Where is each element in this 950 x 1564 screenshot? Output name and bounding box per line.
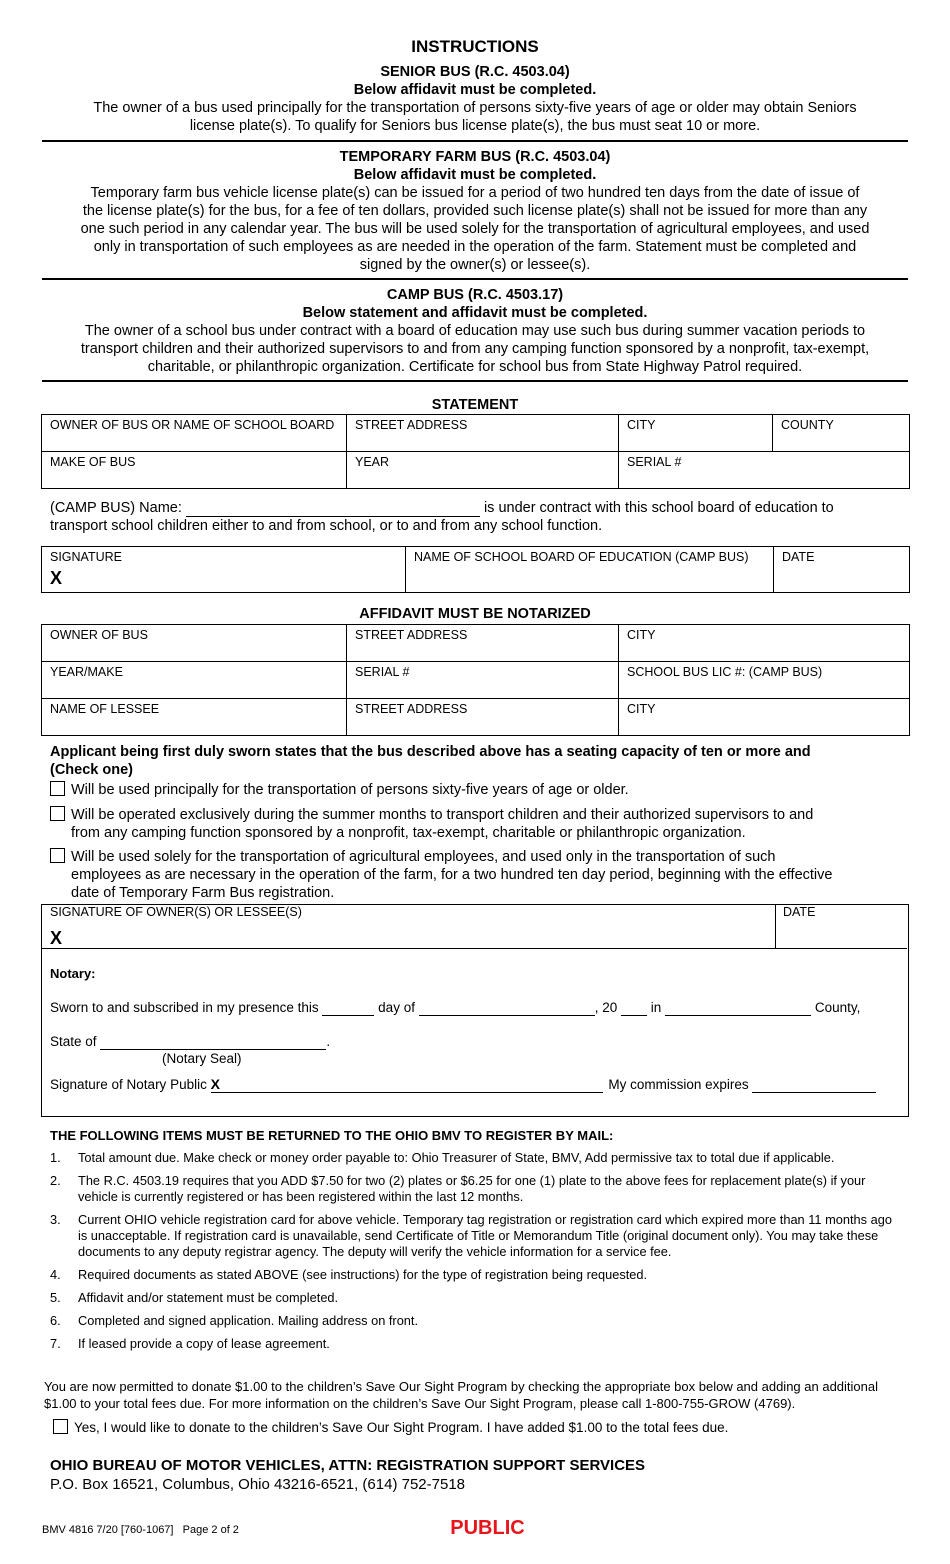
date-label: DATE xyxy=(782,550,815,564)
county-input[interactable] xyxy=(665,1002,811,1016)
option-farm-text: Will be used solely for the transportation of agricultural employees, and used only in the transportation of such xyxy=(71,849,776,865)
camp-subheading: Below statement and affidavit must be completed. xyxy=(302,305,648,321)
public-stamp: PUBLIC xyxy=(450,1517,525,1539)
in-text: in xyxy=(650,1000,662,1015)
item-number: 3. xyxy=(50,1212,61,1227)
page-title: INSTRUCTIONS xyxy=(411,37,539,56)
year-label: YEAR xyxy=(355,455,390,469)
donate-text: You are now permitted to donate $1.00 to the children’s Save Our Sight Program by checking the appropriate box below and adding an additional $1.00 to your total fees due. For more information on the children’s Save Our Sight Program, please call 1-800-755-GROW (4769). xyxy=(44,1379,878,1411)
item-text: Required documents as stated ABOVE (see instructions) for the type of registration being requested. xyxy=(78,1267,648,1282)
affidavit-serial-label: SERIAL # xyxy=(355,665,410,679)
option-camp xyxy=(50,806,910,842)
lessee-street-label: STREET ADDRESS xyxy=(355,702,468,716)
notary-sworn-row xyxy=(50,1000,860,1016)
senior-heading: SENIOR BUS (R.C. 4503.04) xyxy=(380,64,570,80)
list-item xyxy=(42,1313,900,1329)
school-bus-lic-label: SCHOOL BUS LIC #: (CAMP BUS) xyxy=(627,665,823,679)
lessee-label: NAME OF LESSEE xyxy=(50,702,160,716)
make-field[interactable] xyxy=(42,452,347,489)
yearmake-field[interactable] xyxy=(42,662,347,699)
city-label: CITY xyxy=(627,418,656,432)
item-text: If leased provide a copy of lease agreement. xyxy=(78,1336,330,1351)
item-number: 7. xyxy=(50,1336,61,1351)
county-text: County, xyxy=(814,1000,861,1015)
option-camp-text: Will be operated exclusively during the summer months to transport children and their authorized supervisors to and xyxy=(71,807,814,823)
school-bus-lic-field[interactable] xyxy=(619,662,910,699)
bmv-address-org: OHIO BUREAU OF MOTOR VEHICLES, ATTN: REGISTRATION SUPPORT SERVICES xyxy=(50,1457,646,1474)
list-item xyxy=(42,1173,900,1205)
farm-subheading: Below affidavit must be completed. xyxy=(353,167,597,183)
affidavit-street-field[interactable] xyxy=(347,625,619,662)
sworn-statement xyxy=(50,743,910,779)
list-item xyxy=(42,1290,900,1306)
camp-text: transport children and their authorized supervisors to and from any camping function sponsored by a nonprofit, tax-exempt, xyxy=(80,341,870,357)
farm-checkbox[interactable] xyxy=(50,848,65,863)
county-label: COUNTY xyxy=(781,418,834,432)
item-number: 2. xyxy=(50,1173,61,1188)
notary-seal-label: (Notary Seal) xyxy=(162,1051,242,1066)
affidavit-street-label: STREET ADDRESS xyxy=(355,628,468,642)
list-item xyxy=(42,1212,900,1260)
camp-name-label: (CAMP BUS) Name: xyxy=(50,500,182,516)
sworn-prefix: Sworn to and subscribed in my presence this xyxy=(50,1000,319,1015)
farm-text: signed by the owner(s) or lessee(s). xyxy=(359,257,591,273)
owner-label: OWNER OF BUS OR NAME OF SCHOOL BOARD xyxy=(50,418,335,432)
commission-input[interactable] xyxy=(752,1079,876,1093)
affidavit-city-label: CITY xyxy=(627,628,656,642)
camp-section xyxy=(0,286,950,376)
divider xyxy=(775,904,776,948)
owner-signature-label: SIGNATURE OF OWNER(S) OR LESSEE(S) xyxy=(50,905,302,919)
school-board-label: NAME OF SCHOOL BOARD OF EDUCATION (CAMP BUS) xyxy=(414,550,749,564)
street-label: STREET ADDRESS xyxy=(355,418,468,432)
notary-state-row xyxy=(50,1034,330,1050)
owner-date-input[interactable] xyxy=(783,920,898,946)
affidavit-heading: AFFIDAVIT MUST BE NOTARIZED xyxy=(359,606,591,622)
month-input[interactable] xyxy=(419,1002,595,1016)
statement-table xyxy=(41,414,910,489)
donate-option xyxy=(53,1419,728,1436)
mail-items-list xyxy=(42,1150,900,1359)
option-senior-text: Will be used principally for the transportation of persons sixty-five years of age or older. xyxy=(71,782,629,798)
lessee-city-label: CITY xyxy=(627,702,656,716)
bmv-address-line: P.O. Box 16521, Columbus, Ohio 43216-6521, (614) 752-7518 xyxy=(50,1476,466,1493)
county-field[interactable] xyxy=(773,415,910,452)
affidavit-serial-field[interactable] xyxy=(347,662,619,699)
street-field[interactable] xyxy=(347,415,619,452)
notary-signature-input[interactable] xyxy=(211,1076,603,1093)
item-number: 1. xyxy=(50,1150,61,1165)
list-item xyxy=(42,1267,900,1283)
option-farm-text: date of Temporary Farm Bus registration. xyxy=(71,885,335,901)
serial-label: SERIAL # xyxy=(627,455,682,469)
option-senior xyxy=(50,781,910,799)
divider xyxy=(42,278,908,280)
camp-checkbox[interactable] xyxy=(50,806,65,821)
year-field[interactable] xyxy=(347,452,619,489)
statement-signature-table xyxy=(41,546,910,593)
lessee-street-field[interactable] xyxy=(347,699,619,736)
senior-section xyxy=(0,63,950,135)
farm-text: only in transportation of such employees as are needed in the operation of the farm. Statement must be completed and xyxy=(93,239,857,255)
item-number: 5. xyxy=(50,1290,61,1305)
farm-text: Temporary farm bus vehicle license plate(s) can be issued for a period of two hundred ten days from the date of issue of xyxy=(90,185,860,201)
option-farm-text: employees as are necessary in the operation of the farm, for a two hundred ten day period, beginning with the effective xyxy=(71,867,833,883)
affidavit-city-field[interactable] xyxy=(619,625,910,662)
donate-checkbox-label: Yes, I would like to donate to the children’s Save Our Sight Program. I have added $1.00 to the total fees due. xyxy=(74,1420,729,1435)
yearmake-label: YEAR/MAKE xyxy=(50,665,123,679)
affidavit-table xyxy=(41,624,910,736)
day-of-text: day of xyxy=(378,1000,415,1015)
item-text: Affidavit and/or statement must be completed. xyxy=(78,1290,339,1305)
senior-checkbox[interactable] xyxy=(50,781,65,796)
item-text: Total amount due. Make check or money order payable to: Ohio Treasurer of State, BMV, Add permissive tax to total due if applicable. xyxy=(78,1150,835,1165)
item-text: Completed and signed application. Mailing address on front. xyxy=(78,1313,419,1328)
signature-field[interactable] xyxy=(42,547,406,593)
signature-x: X xyxy=(50,568,63,588)
farm-heading: TEMPORARY FARM BUS (R.C. 4503.04) xyxy=(339,149,611,165)
notary-label: Notary: xyxy=(50,966,96,981)
option-farm xyxy=(50,848,910,902)
camp-text: charitable, or philanthropic organization. Certificate for school bus from State Highway Patrol required. xyxy=(147,359,803,375)
senior-text: license plate(s). To qualify for Seniors bus license plate(s), the bus must seat 10 or more. xyxy=(189,118,761,134)
farm-text: the license plate(s) for the bus, for a fee of ten dollars, provided such license plate(s) shall not be issued for more than any xyxy=(82,203,868,219)
state-of-text: State of xyxy=(50,1034,97,1049)
item-text: Current OHIO vehicle registration card for above vehicle. Temporary tag registration or registration card which expired more than 11 months ago is unacceptable. If registration card is unavailable, send Certificate of Title or Memorandum Title (original document only). You may take these documents to any deputy registrar agency. The deputy will verify the vehicle information for a service fee. xyxy=(78,1212,892,1259)
serial-field[interactable] xyxy=(619,452,910,489)
year-prefix: , 20 xyxy=(594,1000,618,1015)
owner-date-label: DATE xyxy=(783,905,816,919)
school-board-field[interactable] xyxy=(406,547,774,593)
check-one-text: (Check one) xyxy=(50,762,133,778)
mail-heading: THE FOLLOWING ITEMS MUST BE RETURNED TO THE OHIO BMV TO REGISTER BY MAIL: xyxy=(50,1128,614,1143)
commission-label: My commission expires xyxy=(608,1077,749,1092)
farm-section xyxy=(0,148,950,274)
owner-signature-input[interactable] xyxy=(50,920,765,946)
lessee-field[interactable] xyxy=(42,699,347,736)
state-input[interactable] xyxy=(100,1036,326,1050)
option-camp-text: from any camping function sponsored by a nonprofit, tax-exempt, charitable or philanthropic organization. xyxy=(71,825,746,841)
camp-text: The owner of a school bus under contract with a board of education may use such bus during summer vacation periods to xyxy=(84,323,866,339)
date-field[interactable] xyxy=(774,547,910,593)
camp-name-input[interactable] xyxy=(186,502,480,517)
camp-contract-text: transport school children either to and from school, or to and from any school function. xyxy=(50,518,603,534)
owner-signature-x: X xyxy=(50,928,63,948)
year-input[interactable] xyxy=(621,1002,647,1016)
item-number: 4. xyxy=(50,1267,61,1282)
affidavit-owner-label: OWNER OF BUS xyxy=(50,628,148,642)
notary-signature-row xyxy=(50,1076,876,1093)
statement-heading: STATEMENT xyxy=(431,397,519,413)
camp-name-row xyxy=(50,499,910,517)
day-input[interactable] xyxy=(322,1002,374,1016)
item-text: The R.C. 4503.19 requires that you ADD $7.50 for two (2) plates or $6.25 for one (1) plate to the above fees for replacement plate(s) if your vehicle is currently registered or has been registered within the last 12 months. xyxy=(78,1173,866,1204)
notary-signature-x: X xyxy=(210,1076,220,1092)
form-number: BMV 4816 7/20 [760-1067] Page 2 of 2 xyxy=(42,1524,239,1536)
lessee-city-field[interactable] xyxy=(619,699,910,736)
city-field[interactable] xyxy=(619,415,773,452)
owner-field[interactable] xyxy=(42,415,347,452)
period-text: . xyxy=(326,1034,331,1049)
list-item xyxy=(42,1336,900,1352)
notary-signature-label: Signature of Notary Public xyxy=(50,1077,207,1092)
signature-label: SIGNATURE xyxy=(50,550,122,564)
camp-contract-text: is under contract with this school board of education to xyxy=(483,500,834,516)
list-item xyxy=(42,1150,900,1166)
sworn-text: Applicant being first duly sworn states that the bus described above has a seating capacity of ten or more and xyxy=(50,744,811,760)
donate-checkbox[interactable] xyxy=(53,1419,68,1434)
make-label: MAKE OF BUS xyxy=(50,455,136,469)
divider xyxy=(42,380,908,382)
item-number: 6. xyxy=(50,1313,61,1328)
camp-heading: CAMP BUS (R.C. 4503.17) xyxy=(386,287,564,303)
divider xyxy=(42,140,908,142)
senior-subheading: Below affidavit must be completed. xyxy=(353,82,597,98)
farm-text: one such period in any calendar year. The bus will be used solely for the transportation of agricultural employees, and used xyxy=(80,221,870,237)
affidavit-owner-field[interactable] xyxy=(42,625,347,662)
senior-text: The owner of a bus used principally for the transportation of persons sixty-five years of age or older may obtain Seniors xyxy=(93,100,857,116)
